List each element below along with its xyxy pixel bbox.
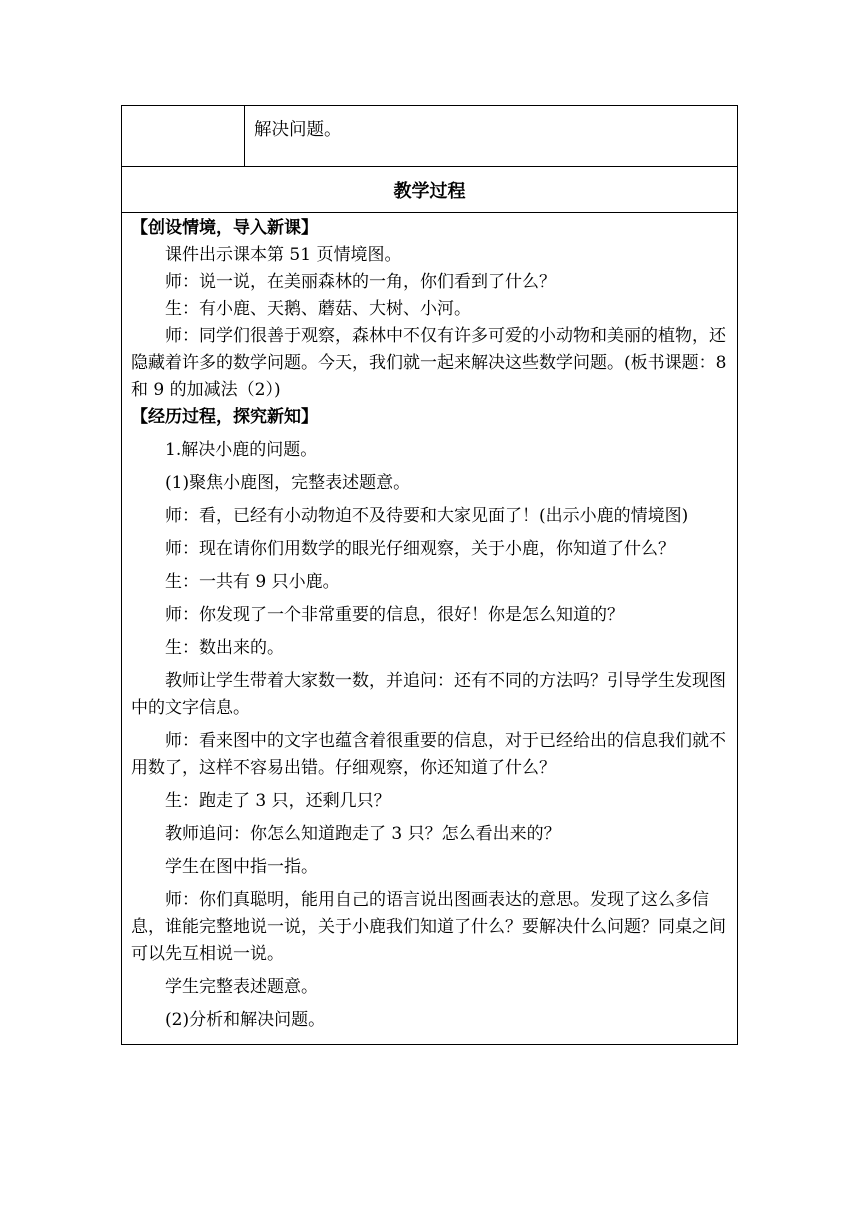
paragraph: 教师让学生带着大家数一数，并追问：还有不同的方法吗？引导学生发现图中的文字信息。 xyxy=(131,671,726,718)
table-row-top xyxy=(122,106,737,167)
paragraph: 课件出示课本第 51 页情境图。 xyxy=(165,245,402,265)
paragraph: 师：说一说，在美丽森林的一角，你们看到了什么？ xyxy=(165,272,556,292)
table-cell-text: 解决问题。 xyxy=(254,120,342,140)
table-cell-empty xyxy=(122,106,245,166)
paragraph: 生：有小鹿、天鹅、蘑菇、大树、小河。 xyxy=(165,299,471,319)
paragraph: 师：看来图中的文字也蕴含着很重要的信息，对于已经给出的信息我们就不用数了，这样不容易出错。仔细观察，你还知道了什么？ xyxy=(131,731,726,778)
teaching-process-body xyxy=(122,213,737,1044)
section-title-intro: 【创设情境，导入新课】 xyxy=(131,218,318,238)
section-heading: 教学过程 xyxy=(122,167,737,213)
paragraph: 教师追问：你怎么知道跑走了 3 只？怎么看出来的？ xyxy=(165,824,561,844)
paragraph: 1.解决小鹿的问题。 xyxy=(165,440,318,460)
paragraph: 师：现在请你们用数学的眼光仔细观察，关于小鹿，你知道了什么？ xyxy=(165,539,675,559)
paragraph: (2)分析和解决问题。 xyxy=(165,1010,326,1030)
paragraph: 师：同学们很善于观察，森林中不仅有许多可爱的小动物和美丽的植物，还隐藏着许多的数学问题。今天，我们就一起来解决这些数学问题。(板书课题：8 和 9 的加减法（2）) xyxy=(131,326,727,400)
lesson-plan-table xyxy=(121,105,738,1045)
paragraph: 师：你发现了一个非常重要的信息，很好！你是怎么知道的？ xyxy=(165,605,624,625)
paragraph: 学生完整表述题意。 xyxy=(165,977,318,997)
paragraph: 生：数出来的。 xyxy=(165,638,284,658)
paragraph: 师：你们真聪明，能用自己的语言说出图画表达的意思。发现了这么多信息，谁能完整地说一说，关于小鹿我们知道了什么？要解决什么问题？同桌之间可以先互相说一说。 xyxy=(131,890,726,964)
paragraph: 学生在图中指一指。 xyxy=(165,857,318,877)
paragraph: 师：看，已经有小动物迫不及待要和大家见面了！(出示小鹿的情境图) xyxy=(165,506,689,526)
paragraph: (1)聚焦小鹿图，完整表述题意。 xyxy=(165,473,411,493)
section-title-explore: 【经历过程，探究新知】 xyxy=(131,407,318,427)
paragraph: 生：跑走了 3 只，还剩几只？ xyxy=(165,791,391,811)
paragraph: 生：一共有 9 只小鹿。 xyxy=(165,572,340,592)
